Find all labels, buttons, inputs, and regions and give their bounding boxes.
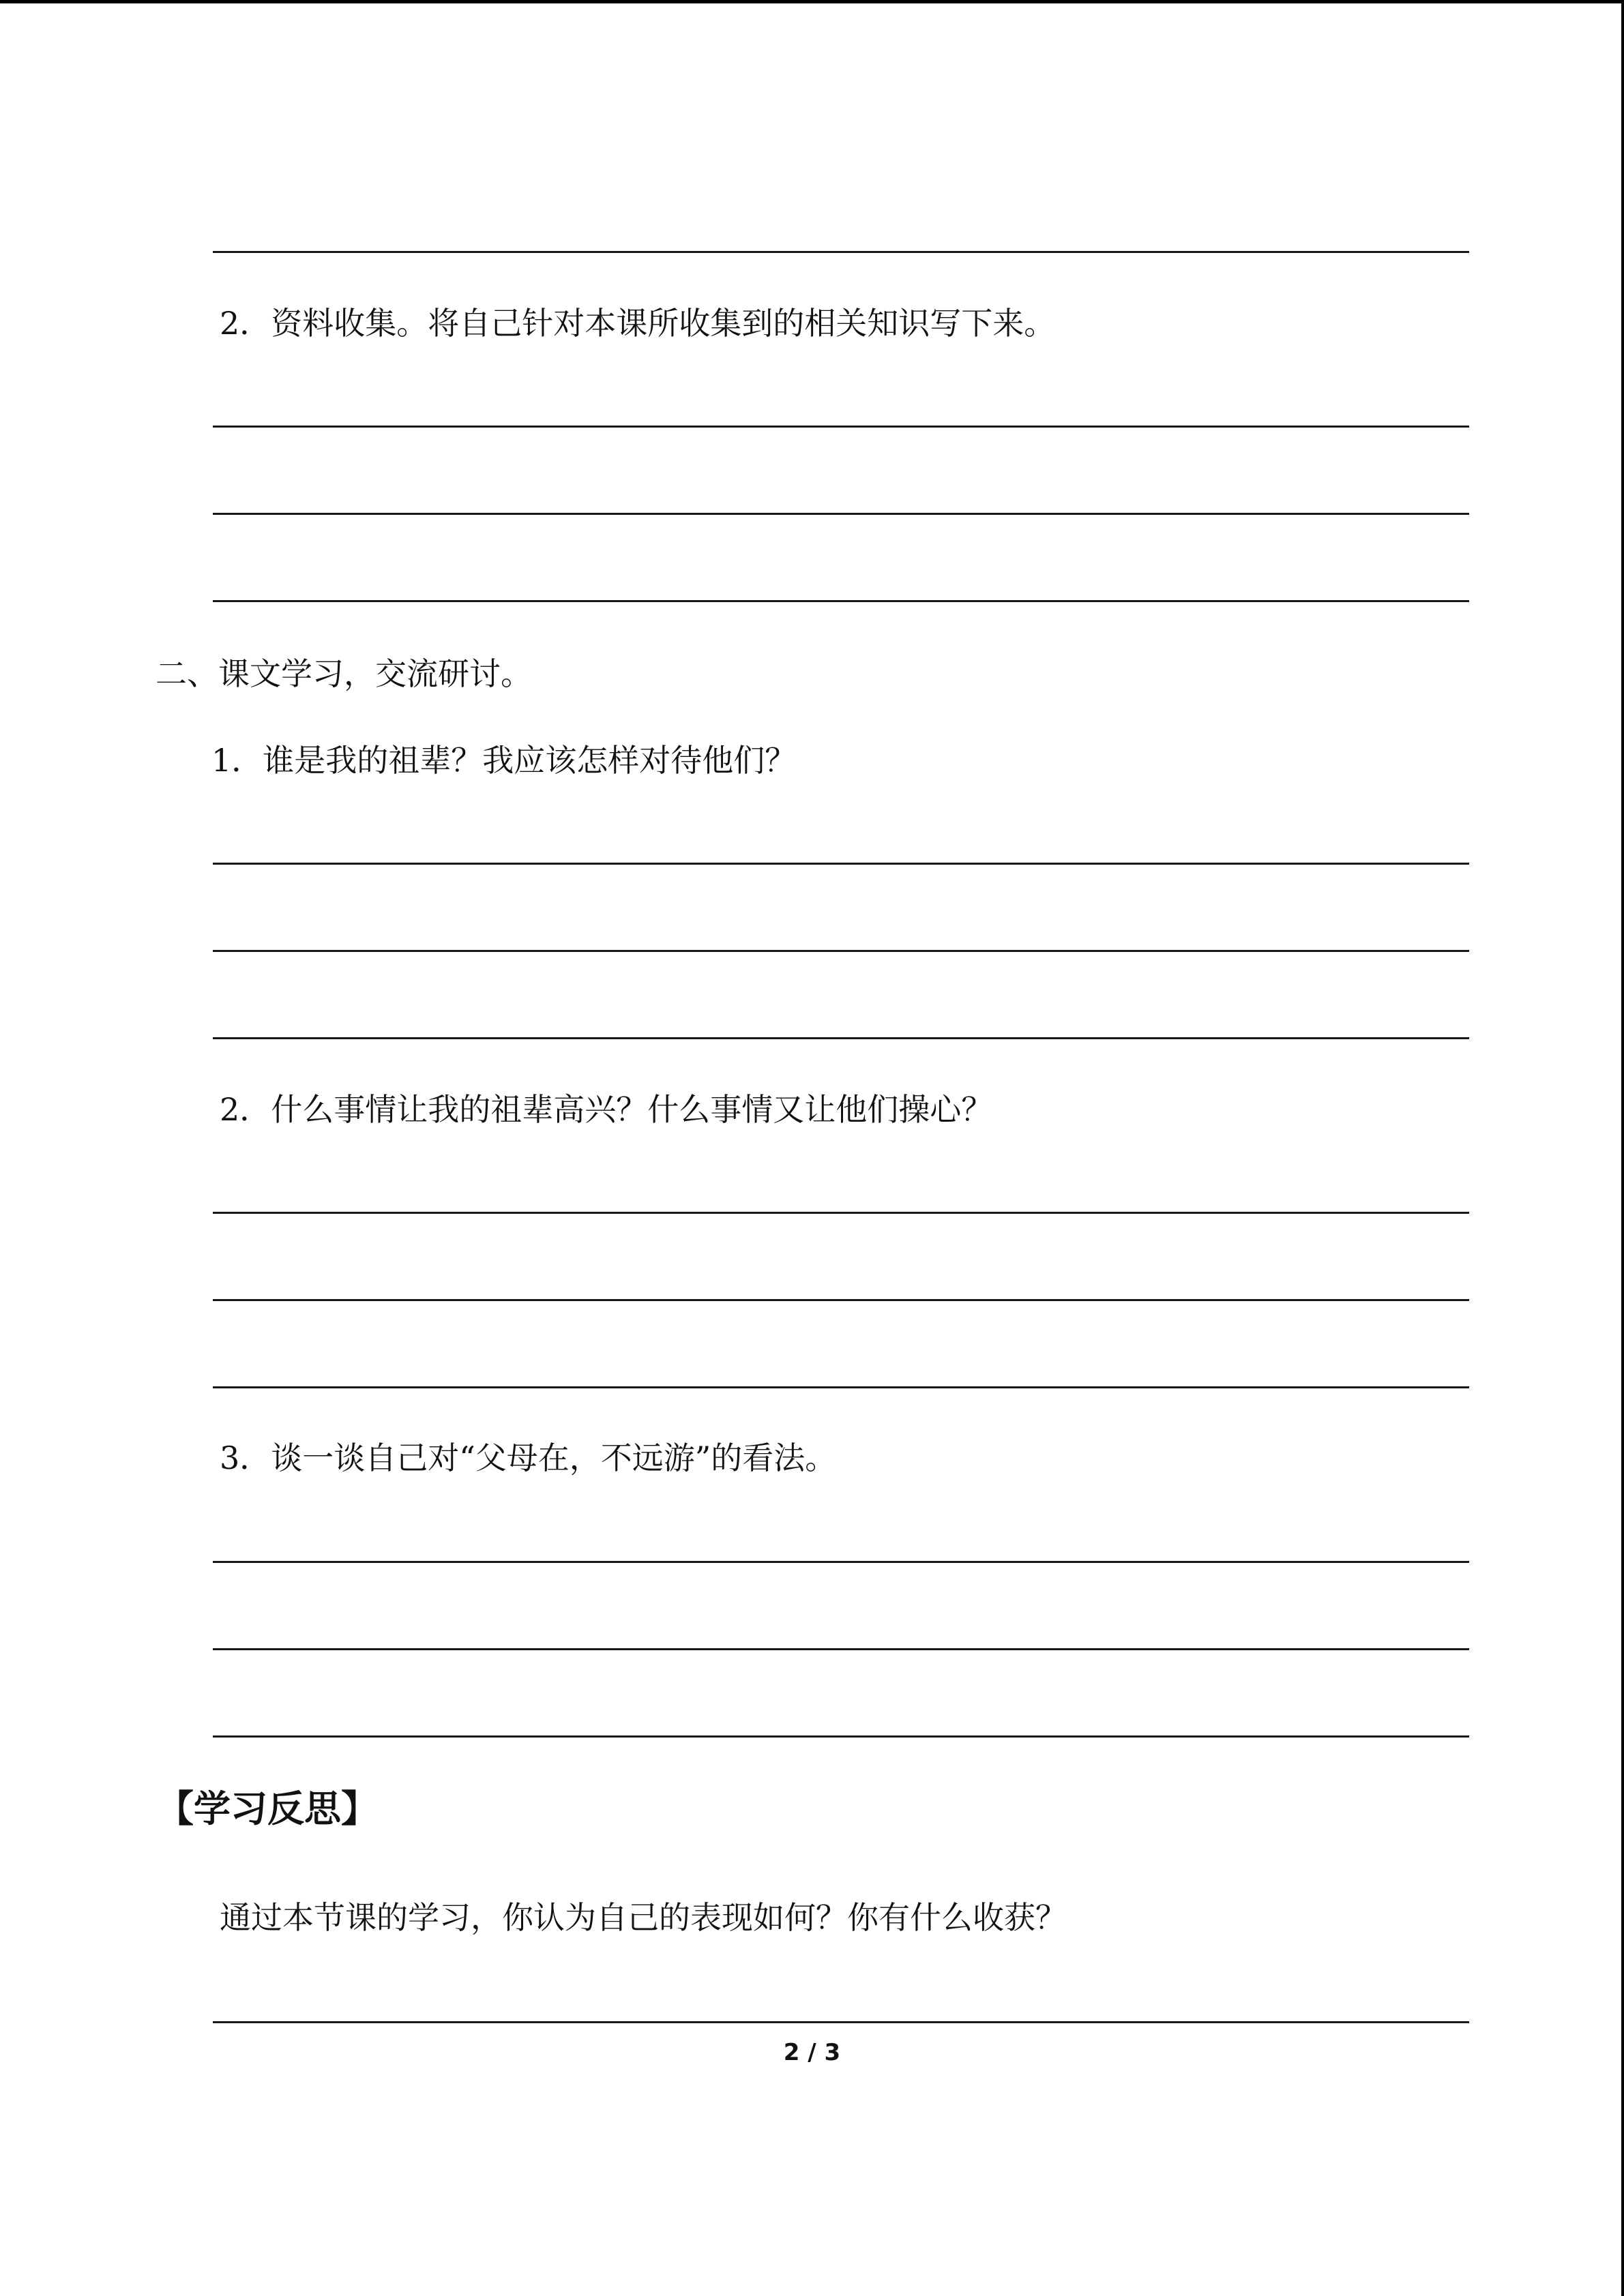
- answer-line: [213, 600, 1469, 602]
- answer-line: [213, 1299, 1469, 1301]
- answer-line: [213, 1037, 1469, 1039]
- answer-line: [213, 513, 1469, 515]
- answer-line: [213, 863, 1469, 865]
- answer-line: [213, 1386, 1469, 1388]
- answer-line: [213, 251, 1469, 253]
- answer-line: [213, 1648, 1469, 1650]
- question-who-are-grandparents: 1．谁是我的祖辈？我应该怎样对待他们？: [211, 742, 797, 779]
- answer-line: [213, 426, 1469, 428]
- answer-line: [213, 1735, 1469, 1738]
- question-opinion-on-saying: 3．谈一谈自己对“父母在，不远游”的看法。: [220, 1440, 837, 1476]
- reflection-question: 通过本节课的学习，你认为自己的表现如何？你有什么收获？: [220, 1899, 1067, 1936]
- question-what-makes-grandparents-happy: 2．什么事情让我的祖辈高兴？什么事情又让他们操心？: [220, 1091, 993, 1128]
- page-border-right: [1621, 0, 1624, 2296]
- reflection-heading: 【学习反思】: [157, 1787, 378, 1830]
- answer-line: [213, 950, 1469, 952]
- question-resource-collection: 2．资料收集。将自己针对本课所收集到的相关知识写下来。: [220, 305, 1056, 342]
- answer-line: [213, 1212, 1469, 1214]
- page-number: 2 / 3: [783, 2039, 841, 2066]
- section-title-lesson-study: 二、课文学习，交流研讨。: [156, 655, 532, 692]
- answer-line: [213, 1561, 1469, 1563]
- answer-line: [213, 2021, 1469, 2023]
- page-border-top: [0, 0, 1624, 3]
